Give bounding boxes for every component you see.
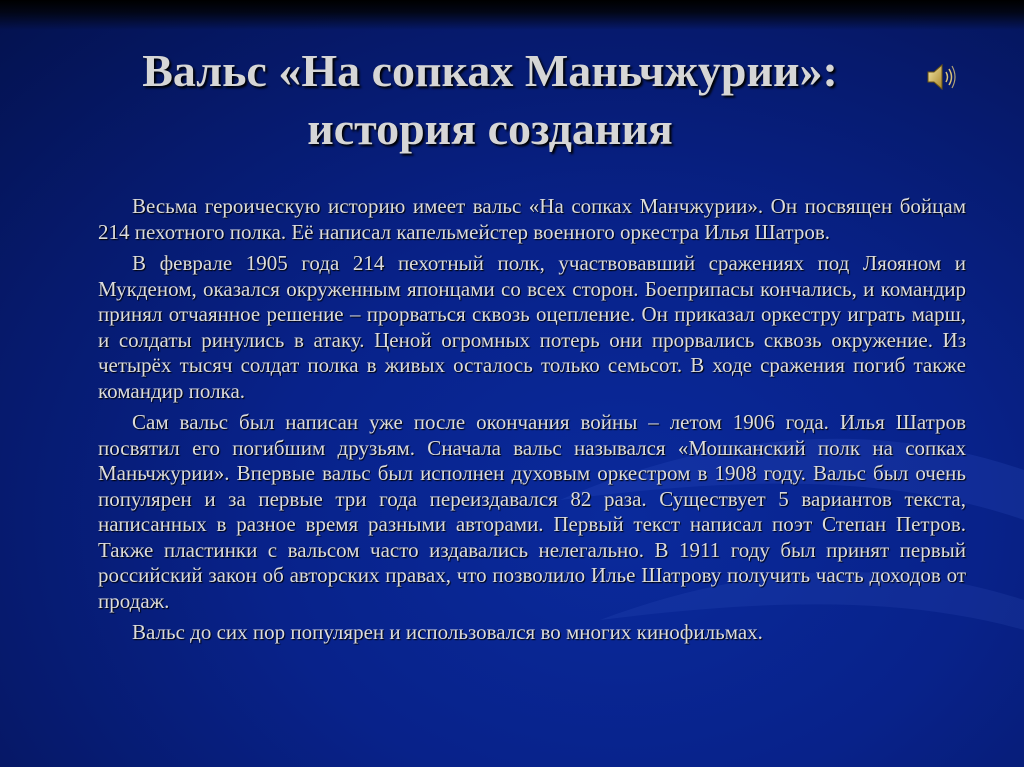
title-line-2: история создания — [307, 103, 673, 154]
paragraph-2: В феврале 1905 года 214 пехотный полк, участвовавший сражениях под Ляояном и Мукденом, оказался окруженным японцами со всех сторон. Боеприпасы кончались, и командир принял отчаянное решение – прорваться сквозь оцепление. Он приказал оркестру играть марш, и солдаты ринулись в атаку. Ценой огромных потерь они прорвались сквозь окружение. Из четырёх тысяч солдат полка в живых осталось только семьсот. В ходе сражения погиб также командир полка. — [98, 251, 966, 403]
top-dark-band — [0, 0, 1024, 30]
paragraph-4: Вальс до сих пор популярен и использовался во многих кинофильмах. — [132, 620, 763, 644]
slide-body — [98, 194, 966, 652]
speaker-icon[interactable] — [924, 60, 958, 94]
title-line-1: Вальс «На сопках Маньчжурии»: — [142, 45, 838, 96]
paragraph-1: Весьма героическую историю имеет вальс «На сопках Манчжурии». Он посвящен бойцам 214 пехотного полка. Её написал капельмейстер военного оркестра Илья Шатров. — [98, 194, 966, 244]
paragraph-3: Сам вальс был написан уже после окончания войны – летом 1906 года. Илья Шатров посвятил его погибшим друзьям. Сначала вальс назывался «Мошканский полк на сопках Маньчжурии». Впервые вальс был исполнен духовым оркестром в 1908 году. Вальс был очень популярен и за первые три года переиздавался 82 раза. Существует 5 вариантов текста, написанных в разное время разными авторами. Первый текст написал поэт Степан Петров. Также пластинки с вальсом часто издавались нелегально. В 1911 году был принят первый российский закон об авторских правах, что позволило Илье Шатрову получить часть доходов от продаж. — [98, 410, 966, 613]
slide-title — [60, 42, 920, 158]
